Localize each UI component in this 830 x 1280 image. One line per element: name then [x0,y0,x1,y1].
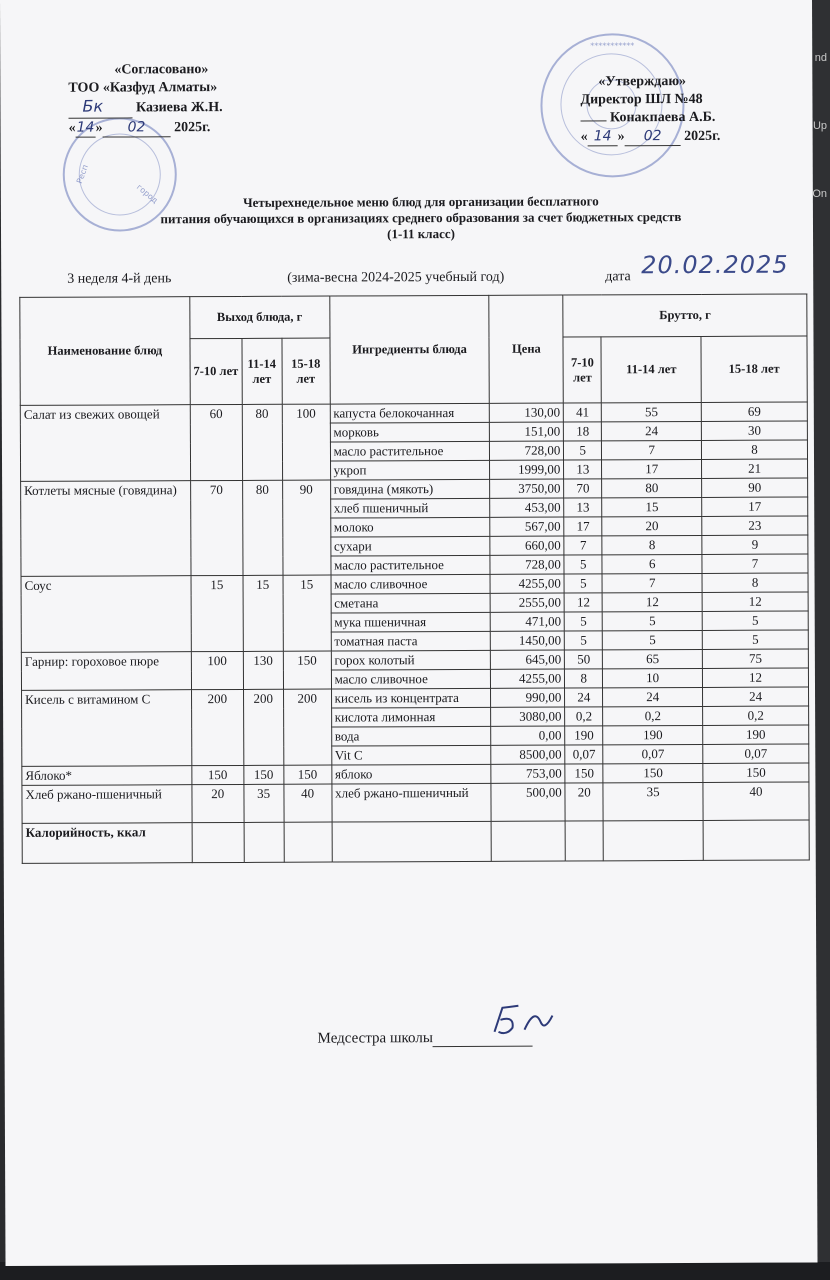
ingredient: кисель из концентрата [331,688,491,708]
ingredient: томатная паста [331,631,491,651]
strip-label-3: On [812,188,827,200]
approved-date-mid: » [617,129,625,145]
price: 4255,00 [491,669,565,688]
output-age1: 20 [192,784,244,822]
approved-block [580,73,720,147]
price: 8500,00 [491,745,565,764]
price: 1450,00 [491,631,565,650]
dish-name: Салат из свежих овощей [20,405,190,482]
gross-age1: 12 [564,593,602,612]
approved-date-day: 14 [588,127,618,146]
ingredient: масло растительное [330,441,490,461]
price: 500,00 [491,783,565,821]
right-stamp: *********** [540,33,685,178]
gross-age2: 24 [603,687,703,706]
gross-age2: 5 [603,630,703,649]
strip-label-2: Up [812,120,827,132]
agreed-date-prefix: « [68,120,76,136]
price: 660,00 [490,536,564,555]
gross-age1: 7 [564,536,602,555]
approved-position: Директор ШЛ №48 [580,91,703,108]
gross-age1: 5 [564,574,602,593]
output-age3: 100 [282,404,330,480]
agreed-signature-line: Бк [68,97,132,118]
gross-age3: 8 [702,440,808,459]
output-age1: 60 [190,404,242,480]
price: 130,00 [490,403,564,422]
price: 2555,00 [490,593,564,612]
gross-age2: 5 [602,611,702,630]
output-age2: 80 [242,404,282,480]
gross-age1: 24 [565,688,603,707]
header-price: Цена [489,295,563,403]
approved-person: Конакпаева А.Б. [609,109,716,126]
gross-age2: 65 [603,649,703,668]
gross-age3: 5 [702,630,808,649]
ingredient: вода [331,726,491,746]
ingredient: капуста белокочанная [330,403,490,423]
nurse-signature [488,1002,558,1042]
menu-table [19,293,809,863]
price: 1999,00 [490,460,564,479]
gross-age3: 24 [703,687,809,706]
left-stamp: Респ город [63,117,177,231]
price: 471,00 [491,612,565,631]
date-value: 20.02.2025 [641,250,789,280]
gross-age1: 8 [565,669,603,688]
gross-age2: 15 [602,497,702,516]
gross-age1: 20 [565,783,603,821]
gross-age1: 5 [565,612,603,631]
gross-age2: 24 [602,421,702,440]
calories-row [22,820,809,863]
header-gross-age1: 7-10 лет [563,337,601,403]
agreed-date-mid: » [95,120,103,136]
output-age3: 200 [283,689,331,765]
header-output-age3: 15-18 лет [282,338,330,404]
dish-name: Хлеб ржано-пшеничный [22,785,192,824]
dish-name: Котлеты мясные (говядина) [21,481,191,577]
gross-age3: 9 [702,535,808,554]
header-output-age2: 11-14 лет [242,338,282,404]
price: 645,00 [491,650,565,669]
agreed-date-month: 02 [103,118,171,137]
header-dish: Наименование блюд [20,297,190,406]
ingredient: масло растительное [331,555,491,575]
approved-date-prefix: « [580,129,588,145]
output-age2: 15 [243,575,283,651]
gross-age3: 150 [703,763,809,782]
gross-age2: 35 [603,782,703,820]
output-age2: 200 [243,689,283,765]
dish-name: Яблоко* [22,766,192,786]
header-output-age1: 7-10 лет [190,338,242,404]
gross-age1: 13 [564,460,602,479]
approved-label: «Утверждаю» [598,74,687,90]
gross-age1: 50 [565,650,603,669]
ingredient: морковь [330,422,490,442]
gross-age1: 17 [564,517,602,536]
gross-age1: 5 [564,441,602,460]
gross-age2: 80 [602,478,702,497]
ingredient: говядина (мякоть) [330,479,490,499]
price: 151,00 [490,422,564,441]
week-day: 3 неделя 4-й день [67,271,172,287]
gross-age2: 7 [602,573,702,592]
price: 3750,00 [490,479,564,498]
price: 728,00 [490,555,564,574]
ingredient: кислота лимонная [331,707,491,727]
agreed-date-year: 2025г. [174,120,211,136]
gross-age1: 0,07 [565,745,603,764]
gross-age3: 8 [702,573,808,592]
gross-age1: 190 [565,726,603,745]
agreed-block [68,61,223,138]
approved-date-month: 02 [625,127,681,146]
ingredient: хлеб пшеничный [330,498,490,518]
output-age2: 150 [244,765,284,784]
table-row [22,782,809,823]
header-gross: Брутто, г [563,294,807,337]
gross-age2: 8 [602,535,702,554]
gross-age3: 190 [703,725,809,744]
title-line-2: питания обучающихся в организациях среднего образования за счет бюджетных средств [160,209,682,227]
gross-age1: 5 [564,555,602,574]
output-age3: 40 [284,784,332,822]
gross-age3: 40 [703,782,809,820]
ingredient: хлеб ржано-пшеничный [332,783,492,822]
gross-age3: 21 [702,459,808,478]
output-age3: 150 [284,765,332,784]
gross-age3: 7 [702,554,808,573]
output-age2: 35 [244,784,284,822]
gross-age1: 13 [564,498,602,517]
gross-age3: 30 [701,421,807,440]
gross-age1: 70 [564,479,602,498]
price: 728,00 [490,441,564,460]
gross-age3: 23 [702,516,808,535]
strip-label-1: nd [814,52,827,64]
gross-age2: 6 [602,554,702,573]
gross-age3: 75 [702,649,808,668]
price: 0,00 [491,726,565,745]
gross-age2: 0,2 [603,706,703,725]
gross-age3: 0,07 [703,744,809,763]
output-age1: 70 [190,480,242,575]
output-age3: 15 [283,575,331,651]
output-age1: 150 [192,765,244,784]
agreed-label: «Согласовано» [114,62,209,78]
gross-age3: 12 [702,592,808,611]
gross-age2: 12 [602,592,702,611]
price: 753,00 [491,764,565,783]
agreed-person: Казиева Ж.Н. [135,100,223,116]
date-label: дата [605,269,631,285]
gross-age2: 150 [603,763,703,782]
output-age2: 80 [242,480,282,575]
gross-age3: 90 [702,478,808,497]
output-age1: 15 [191,575,243,651]
ingredient: сметана [331,593,491,613]
dish-name: Гарнир: гороховое пюре [21,652,191,691]
approved-date-year: 2025г. [684,128,721,145]
gross-age1: 0,2 [565,707,603,726]
agreed-org: ТОО «Казфуд Алматы» [68,80,218,96]
ingredient: масло сливочное [331,669,491,689]
price: 990,00 [491,688,565,707]
season: (зима-весна 2024-2025 учебный год) [287,269,505,286]
ingredient: Vit C [331,745,491,765]
ingredient: сухари [330,536,490,556]
output-age1: 100 [191,651,243,689]
gross-age3: 5 [702,611,808,630]
output-age3: 150 [283,651,331,689]
output-age3: 90 [282,480,330,575]
output-age1: 200 [191,689,243,765]
agreed-date-day: 14 [76,119,96,138]
header-gross-age3: 15-18 лет [701,336,807,402]
ingredient: молоко [330,517,490,537]
gross-age2: 17 [602,459,702,478]
price: 567,00 [490,517,564,536]
title-line-1: Четырехнедельное меню блюд для организации бесплатного [243,193,599,210]
ingredient: мука пшеничная [331,612,491,632]
header-ingredients: Ингредиенты блюда [329,295,489,404]
calories-label: Калорийность, ккал [22,823,192,864]
ingredient: масло сливочное [331,574,491,594]
dish-name: Кисель с витамином С [22,690,192,767]
price: 3080,00 [491,707,565,726]
ingredient: горох колотый [331,650,491,670]
ingredient: укроп [330,460,490,480]
gross-age2: 10 [603,668,703,687]
header-output: Выход блюда, г [190,296,330,339]
gross-age3: 12 [703,668,809,687]
gross-age1: 5 [565,631,603,650]
gross-age3: 17 [702,497,808,516]
dish-name: Соус [21,576,191,653]
price: 453,00 [490,498,564,517]
document-title [41,193,801,244]
output-age2: 130 [243,651,283,689]
gross-age1: 150 [565,764,603,783]
ingredient: яблоко [331,764,491,784]
gross-age3: 69 [701,402,807,421]
gross-age2: 20 [602,516,702,535]
nurse-label: Медсестра школы [317,1030,433,1047]
price: 4255,00 [490,574,564,593]
gross-age2: 190 [603,725,703,744]
gross-age2: 55 [602,402,702,421]
gross-age1: 18 [564,422,602,441]
title-line-3: (1-11 класс) [387,226,455,242]
gross-age2: 0,07 [603,744,703,763]
approved-signature-line [581,120,607,121]
gross-age3: 0,2 [703,706,809,725]
header-gross-age2: 11-14 лет [601,336,701,402]
gross-age1: 41 [564,403,602,422]
gross-age2: 7 [602,440,702,459]
